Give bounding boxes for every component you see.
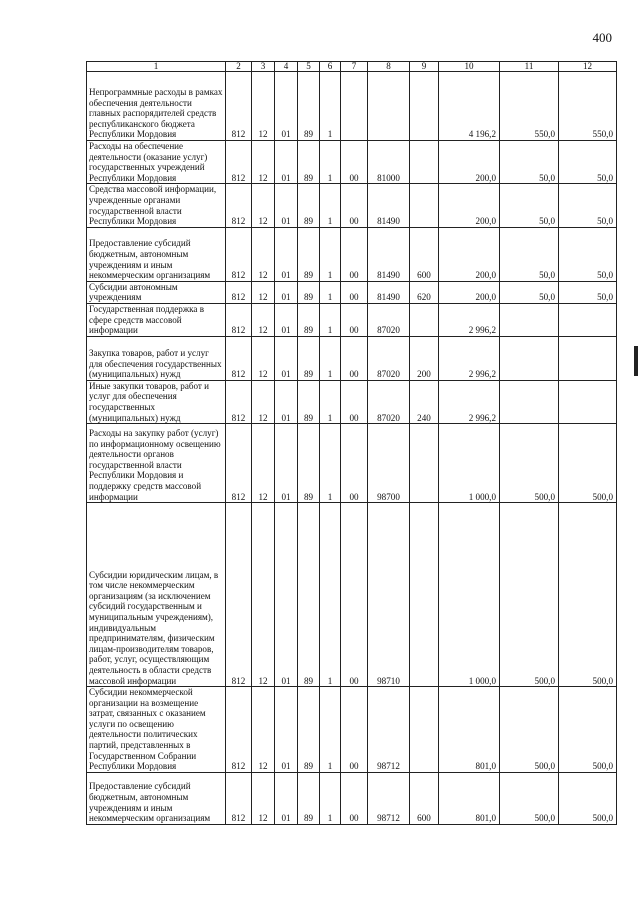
table-cell-c4: 01 xyxy=(275,336,298,380)
table-cell-c3: 12 xyxy=(252,227,275,281)
table-cell-c9 xyxy=(410,72,439,141)
table-cell-c4: 01 xyxy=(275,281,298,303)
table-cell-c2: 812 xyxy=(226,72,252,141)
column-header: 12 xyxy=(559,62,617,72)
table-cell-c4: 01 xyxy=(275,687,298,773)
table-cell-c10: 200,0 xyxy=(439,184,500,227)
table-cell-c7: 00 xyxy=(341,503,368,687)
table-cell-c11: 500,0 xyxy=(500,772,559,824)
table-cell-c12: 500,0 xyxy=(559,687,617,773)
table-cell-c7: 00 xyxy=(341,380,368,423)
table-cell-c3: 12 xyxy=(252,141,275,184)
table-cell-c8: 81490 xyxy=(368,281,410,303)
table-cell-c9: 620 xyxy=(410,281,439,303)
table-cell-c4: 01 xyxy=(275,303,298,336)
table-cell-c5: 89 xyxy=(298,772,320,824)
table-cell-c10: 1 000,0 xyxy=(439,503,500,687)
table-cell-c8: 98712 xyxy=(368,687,410,773)
column-header: 9 xyxy=(410,62,439,72)
table-cell-c10: 801,0 xyxy=(439,687,500,773)
table-cell-c8 xyxy=(368,72,410,141)
table-row xyxy=(87,184,617,227)
table-cell-c9: 600 xyxy=(410,227,439,281)
table-cell-c10: 200,0 xyxy=(439,141,500,184)
table-cell-c6: 1 xyxy=(320,424,341,503)
table-cell-c10: 4 196,2 xyxy=(439,72,500,141)
row-name-cell: Субсидии юридическим лицам, в том числе некоммерческим организациям (за исключением субсидий государственным и муниципальным учреждениям), индивидуальным предпринимателям, физическим лицам-производителям товаров, работ, услуг, осуществляющим деятельность в области средств массовой информации xyxy=(87,503,226,687)
table-row xyxy=(87,303,617,336)
row-name-cell: Закупка товаров, работ и услуг для обеспечения государственных (муниципальных) нужд xyxy=(87,336,226,380)
table-cell-c10: 2 996,2 xyxy=(439,336,500,380)
table-cell-c5: 89 xyxy=(298,424,320,503)
table-cell-c2: 812 xyxy=(226,503,252,687)
table-cell-c7: 00 xyxy=(341,141,368,184)
row-name-cell: Расходы на закупку работ (услуг) по информационному освещению деятельности органов государственной власти Республики Мордовия и поддержку средств массовой информации xyxy=(87,424,226,503)
table-cell-c11 xyxy=(500,380,559,423)
table-cell-c4: 01 xyxy=(275,503,298,687)
table-row xyxy=(87,424,617,503)
table-cell-c9 xyxy=(410,303,439,336)
table-cell-c3: 12 xyxy=(252,336,275,380)
row-name-cell: Государственная поддержка в сфере средств массовой информации xyxy=(87,303,226,336)
column-header: 1 xyxy=(87,62,226,72)
table-cell-c11: 50,0 xyxy=(500,141,559,184)
table-cell-c10: 801,0 xyxy=(439,772,500,824)
table-row xyxy=(87,503,617,687)
table-cell-c12: 50,0 xyxy=(559,281,617,303)
table-cell-c5: 89 xyxy=(298,184,320,227)
table-cell-c5: 89 xyxy=(298,380,320,423)
table-row xyxy=(87,336,617,380)
table-cell-c11: 50,0 xyxy=(500,184,559,227)
column-header: 7 xyxy=(341,62,368,72)
table-cell-c3: 12 xyxy=(252,772,275,824)
table-cell-c2: 812 xyxy=(226,141,252,184)
table-cell-c4: 01 xyxy=(275,227,298,281)
row-name-cell: Иные закупки товаров, работ и услуг для обеспечения государственных (муниципальных) нужд xyxy=(87,380,226,423)
table-cell-c8: 87020 xyxy=(368,303,410,336)
table-cell-c11: 550,0 xyxy=(500,72,559,141)
table-cell-c5: 89 xyxy=(298,303,320,336)
table-cell-c8: 87020 xyxy=(368,380,410,423)
table-cell-c3: 12 xyxy=(252,424,275,503)
table-cell-c8: 98710 xyxy=(368,503,410,687)
table-cell-c6: 1 xyxy=(320,281,341,303)
table-cell-c5: 89 xyxy=(298,281,320,303)
table-cell-c5: 89 xyxy=(298,336,320,380)
table-header-row xyxy=(87,62,617,72)
table-cell-c10: 1 000,0 xyxy=(439,424,500,503)
table-cell-c8: 81000 xyxy=(368,141,410,184)
row-name-cell: Предоставление субсидий бюджетным, автономным учреждениям и иным некоммерческим организациям xyxy=(87,227,226,281)
table-cell-c9 xyxy=(410,141,439,184)
table-cell-c7: 00 xyxy=(341,227,368,281)
table-cell-c8: 87020 xyxy=(368,336,410,380)
table-cell-c12: 50,0 xyxy=(559,184,617,227)
table-cell-c3: 12 xyxy=(252,303,275,336)
table-row xyxy=(87,227,617,281)
table-cell-c6: 1 xyxy=(320,772,341,824)
table-cell-c10: 2 996,2 xyxy=(439,303,500,336)
table-cell-c11 xyxy=(500,336,559,380)
column-header: 10 xyxy=(439,62,500,72)
table-cell-c11: 50,0 xyxy=(500,227,559,281)
table-cell-c12 xyxy=(559,303,617,336)
table-cell-c5: 89 xyxy=(298,687,320,773)
table-cell-c3: 12 xyxy=(252,687,275,773)
table-cell-c12: 500,0 xyxy=(559,424,617,503)
table-cell-c3: 12 xyxy=(252,281,275,303)
table-cell-c8: 98712 xyxy=(368,772,410,824)
table-cell-c2: 812 xyxy=(226,184,252,227)
table-cell-c8: 81490 xyxy=(368,227,410,281)
table-cell-c2: 812 xyxy=(226,380,252,423)
table-row xyxy=(87,281,617,303)
table-cell-c7: 00 xyxy=(341,281,368,303)
table-cell-c7: 00 xyxy=(341,687,368,773)
table-cell-c12: 500,0 xyxy=(559,772,617,824)
table-cell-c6: 1 xyxy=(320,227,341,281)
table-cell-c7 xyxy=(341,72,368,141)
row-name-cell: Расходы на обеспечение деятельности (оказание услуг) государственных учреждений Республики Мордовия xyxy=(87,141,226,184)
table-cell-c5: 89 xyxy=(298,141,320,184)
table-cell-c9 xyxy=(410,687,439,773)
table-cell-c12: 550,0 xyxy=(559,72,617,141)
table-cell-c11 xyxy=(500,303,559,336)
table-cell-c6: 1 xyxy=(320,184,341,227)
table-cell-c2: 812 xyxy=(226,303,252,336)
table-cell-c12: 50,0 xyxy=(559,141,617,184)
table-cell-c2: 812 xyxy=(226,336,252,380)
table-cell-c3: 12 xyxy=(252,184,275,227)
table-cell-c6: 1 xyxy=(320,336,341,380)
table-cell-c9: 240 xyxy=(410,380,439,423)
table-cell-c11: 50,0 xyxy=(500,281,559,303)
table-row xyxy=(87,72,617,141)
table-row xyxy=(87,772,617,824)
table-cell-c6: 1 xyxy=(320,72,341,141)
column-header: 6 xyxy=(320,62,341,72)
table-cell-c10: 200,0 xyxy=(439,227,500,281)
table-cell-c4: 01 xyxy=(275,72,298,141)
table-cell-c9 xyxy=(410,184,439,227)
table-cell-c12 xyxy=(559,380,617,423)
column-header: 8 xyxy=(368,62,410,72)
table-cell-c11: 500,0 xyxy=(500,687,559,773)
row-name-cell: Субсидии автономным учреждениям xyxy=(87,281,226,303)
row-name-cell: Предоставление субсидий бюджетным, автономным учреждениям и иным некоммерческим организациям xyxy=(87,772,226,824)
table-cell-c4: 01 xyxy=(275,424,298,503)
table-cell-c6: 1 xyxy=(320,503,341,687)
column-header: 3 xyxy=(252,62,275,72)
table-cell-c6: 1 xyxy=(320,380,341,423)
table-cell-c4: 01 xyxy=(275,141,298,184)
table-row xyxy=(87,380,617,423)
table-cell-c9 xyxy=(410,503,439,687)
page-number: 400 xyxy=(592,30,612,45)
table-cell-c5: 89 xyxy=(298,227,320,281)
row-name-cell: Непрограммные расходы в рамках обеспечения деятельности главных распорядителей средств республиканского бюджета Республики Мордовия xyxy=(87,72,226,141)
table-cell-c3: 12 xyxy=(252,380,275,423)
table-cell-c7: 00 xyxy=(341,184,368,227)
table-row xyxy=(87,687,617,773)
table-cell-c2: 812 xyxy=(226,772,252,824)
table-cell-c11: 500,0 xyxy=(500,503,559,687)
table-cell-c4: 01 xyxy=(275,772,298,824)
table-cell-c12: 500,0 xyxy=(559,503,617,687)
row-name-cell: Субсидии некоммерческой организации на возмещение затрат, связанных с оказанием услуги по освещению деятельности политических партий, представленных в Государственном Собрании Республики Мордовия xyxy=(87,687,226,773)
column-header: 5 xyxy=(298,62,320,72)
column-header: 11 xyxy=(500,62,559,72)
table-cell-c7: 00 xyxy=(341,336,368,380)
table-cell-c9: 200 xyxy=(410,336,439,380)
table-cell-c2: 812 xyxy=(226,281,252,303)
table-cell-c2: 812 xyxy=(226,424,252,503)
table-cell-c3: 12 xyxy=(252,503,275,687)
table-cell-c8: 98700 xyxy=(368,424,410,503)
table-cell-c6: 1 xyxy=(320,687,341,773)
table-cell-c7: 00 xyxy=(341,772,368,824)
table-cell-c11: 500,0 xyxy=(500,424,559,503)
table-cell-c6: 1 xyxy=(320,303,341,336)
table-cell-c12: 50,0 xyxy=(559,227,617,281)
table-cell-c2: 812 xyxy=(226,687,252,773)
table-cell-c7: 00 xyxy=(341,424,368,503)
table-cell-c9: 600 xyxy=(410,772,439,824)
table-cell-c6: 1 xyxy=(320,141,341,184)
table-cell-c7: 00 xyxy=(341,303,368,336)
table-cell-c3: 12 xyxy=(252,72,275,141)
table-cell-c9 xyxy=(410,424,439,503)
table-cell-c4: 01 xyxy=(275,380,298,423)
table-cell-c8: 81490 xyxy=(368,184,410,227)
budget-table xyxy=(86,61,617,825)
table-cell-c5: 89 xyxy=(298,503,320,687)
table-cell-c2: 812 xyxy=(226,227,252,281)
table-body xyxy=(87,72,617,825)
table-cell-c12 xyxy=(559,336,617,380)
table-cell-c5: 89 xyxy=(298,72,320,141)
table-cell-c10: 200,0 xyxy=(439,281,500,303)
margin-mark xyxy=(634,346,638,376)
table-cell-c10: 2 996,2 xyxy=(439,380,500,423)
table-row xyxy=(87,141,617,184)
column-header: 4 xyxy=(275,62,298,72)
table-cell-c4: 01 xyxy=(275,184,298,227)
row-name-cell: Средства массовой информации, учрежденные органами государственной власти Республики Мордовия xyxy=(87,184,226,227)
column-header: 2 xyxy=(226,62,252,72)
